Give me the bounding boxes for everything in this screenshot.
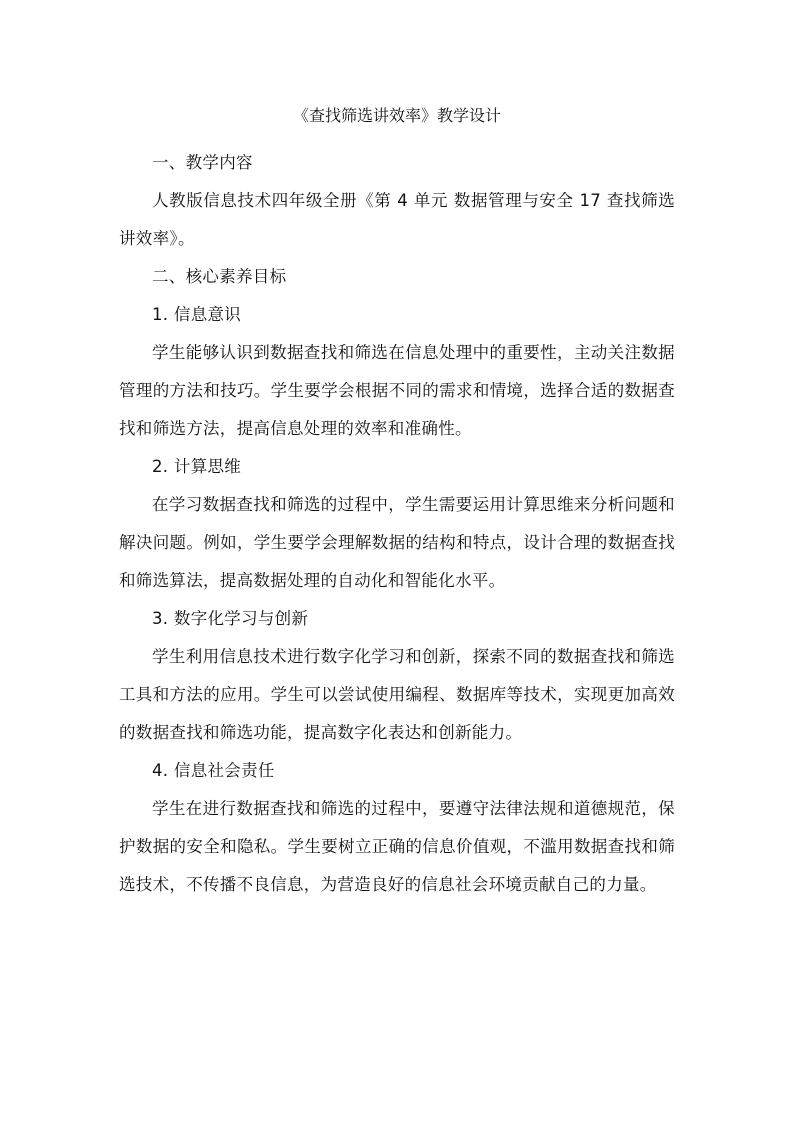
subheading-information-awareness: 1. 信息意识	[152, 305, 242, 324]
section-heading-teaching-content: 一、教学内容	[152, 153, 253, 172]
subheading-computational-thinking: 2. 计算思维	[152, 457, 242, 476]
paragraph-digital-learning: 学生利用信息技术进行数字化学习和创新，探索不同的数据查找和筛选工具和方法的应用。学生可以尝试使用编程、数据库等技术，实现更加高效的数据查找和筛选功能，提高数字化表达和创新能力。	[119, 647, 675, 742]
paragraph-social-responsibility: 学生在进行数据查找和筛选的过程中，要遵守法律法规和道德规范，保护数据的安全和隐私。学生要树立正确的信息价值观，不滥用数据查找和筛选技术，不传播不良信息，为营造良好的信息社会环境贡献自己的力量。	[119, 799, 675, 894]
subheading-digital-learning: 3. 数字化学习与创新	[152, 609, 309, 628]
paragraph-computational-thinking: 在学习数据查找和筛选的过程中，学生需要运用计算思维来分析问题和解决问题。例如，学生要学会理解数据的结构和特点，设计合理的数据查找和筛选算法，提高数据处理的自动化和智能化水平。	[119, 495, 675, 590]
paragraph-teaching-content: 人教版信息技术四年级全册《第 4 单元 数据管理与安全 17 查找筛选讲效率》。	[119, 191, 675, 248]
section-heading-core-goals: 二、核心素养目标	[152, 267, 287, 286]
subheading-social-responsibility: 4. 信息社会责任	[152, 761, 275, 780]
paragraph-information-awareness: 学生能够认识到数据查找和筛选在信息处理中的重要性，主动关注数据管理的方法和技巧。学生要学会根据不同的需求和情境，选择合适的数据查找和筛选方法，提高信息处理的效率和准确性。	[119, 343, 675, 438]
document-title: 《查找筛选讲效率》教学设计	[292, 106, 501, 125]
document-body	[119, 102, 675, 904]
